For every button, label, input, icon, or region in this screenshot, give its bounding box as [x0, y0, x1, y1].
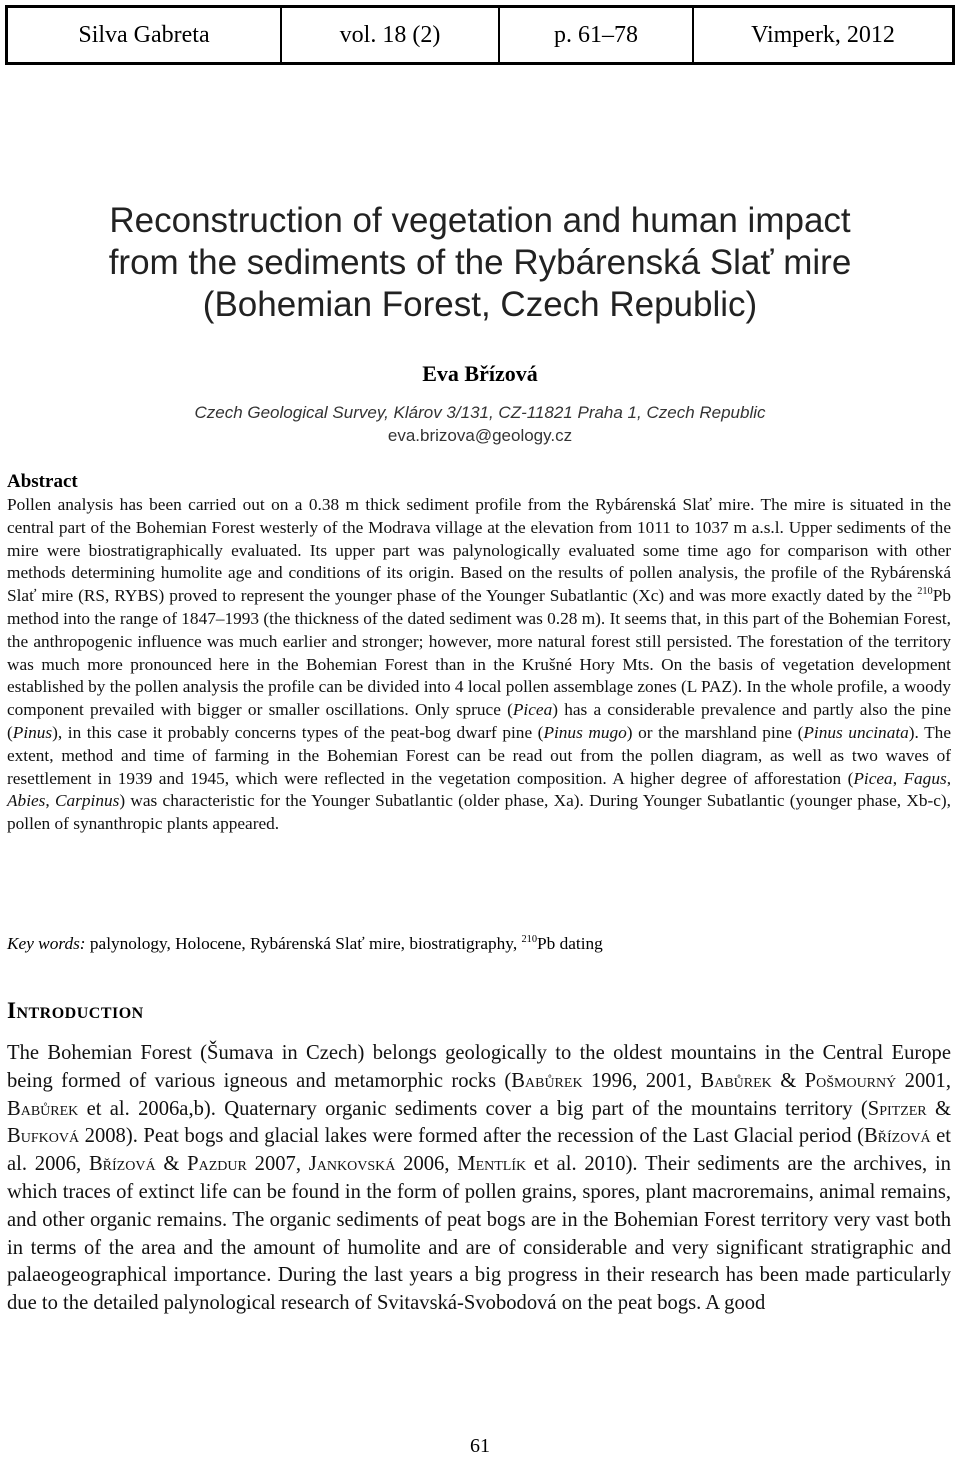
abstract-text	[7, 494, 951, 836]
citation-author: Břízová	[863, 1125, 931, 1148]
author-affiliation: Czech Geological Survey, Klárov 3/131, CZ-11821 Praha 1, Czech Republic	[194, 403, 766, 422]
journal-header	[5, 5, 955, 65]
superscript: 210	[917, 586, 933, 598]
journal-name: Silva Gabreta	[8, 8, 282, 62]
taxon-name: Picea	[512, 700, 553, 720]
journal-pages: p. 61–78	[500, 8, 694, 62]
abstract-heading: Abstract	[7, 471, 78, 492]
intro-part: 2007,	[246, 1153, 309, 1176]
taxon-name: Pinus mugo	[543, 722, 627, 742]
intro-part: 2001,	[896, 1069, 951, 1092]
taxon-name: Abies	[7, 791, 46, 811]
page-number: 61	[470, 1435, 490, 1457]
keywords-text: palynology, Holocene, Rybárenská Slať mire, biostratigraphy,	[85, 934, 522, 953]
taxon-name: Pinus uncinata	[803, 722, 909, 742]
superscript: 210	[521, 934, 538, 946]
paper-title	[40, 200, 920, 326]
intro-part: The Bohemian Forest (Šumava in Czech) belongs geologically to the oldest mountains in the Central Europe being formed of various igneous and metamorphic rocks (	[7, 1042, 951, 1092]
citation-author: Jankovská	[308, 1153, 396, 1176]
abstract-part: ). The extent, method and time of farming in the Bohemian Forest can be read out from the pollen diagram, as well as two waves of resettlement in 1939 and 1945, which were reflected in the vegetation composition. A higher degree of afforestation (	[7, 722, 951, 788]
author-email[interactable]: eva.brizova@geology.cz	[387, 426, 573, 445]
intro-part: et al. 2006a,b). Quaternary organic sediments cover a big part of the mountains territory (	[78, 1097, 868, 1120]
intro-part: &	[926, 1097, 951, 1120]
citation-author: Pazdur	[187, 1153, 247, 1176]
abstract-part: Pollen analysis has been carried out on a 0.38 m thick sediment profile from the Rybárenská Slať mire. The mire is situated in the central part of the Bohemian Forest westerly of the Modrava village at the elevation from 1011 to 1037 m a.s.l. Upper sediments of the mire were biostratigraphically evaluated. Its upper part was palynologically evaluated some time ago for comparison with other methods determining humolite age and conditions of its origin. Based on the results of pollen analysis, the profile of the Rybárenská Slať mire (RS, RYBS) proved to represent the younger phase of the Younger Subatlantic (Xc) and was more exactly dated by the	[7, 495, 951, 606]
intro-part: &	[155, 1153, 188, 1176]
taxon-name: Pinus	[12, 722, 53, 742]
abstract-part: ) has a considerable prevalence and partly also the pine (	[7, 700, 951, 742]
keywords-label: Key words:	[7, 934, 86, 953]
citation-author: Babůrek	[7, 1097, 79, 1120]
taxon-name: Fagus	[903, 768, 947, 788]
journal-place-year: Vimperk, 2012	[751, 21, 895, 48]
abstract-part: ) or the marshland pine (	[626, 722, 804, 742]
taxon-name: Picea	[853, 768, 893, 788]
citation-author: Mentlík	[457, 1153, 527, 1176]
citation-author: Babůrek	[511, 1069, 583, 1092]
abstract-part: ,	[892, 768, 904, 788]
abstract-part: ) was characteristic for the Younger Subatlantic (older phase, Xa). During Younger Subatlantic (younger phase, Xb-c), pollen of synanthropic plants appeared.	[7, 791, 952, 834]
citation-author: Spitzer	[867, 1097, 927, 1120]
keywords	[7, 932, 951, 956]
abstract-part: ), in this case it probably concerns types of the peat-bog dwarf pine (	[52, 722, 544, 742]
taxon-name: Carpinus	[55, 791, 120, 811]
citation-author: Břízová	[88, 1153, 156, 1176]
abstract-part: Pb method into the range of 1847–1993 (the thickness of the dated sediment was 0.28 m). It seems that, in this part of the Bohemian Forest, the anthropogenic influence was much earlier and stronger; however, more natural forest still persisted. The forestation of the territory was much more pronounced here in the Bohemian Forest than in the Krušné Hory Mts. On the basis of vegetation development established by the pollen analysis the profile can be divided into 4 local pollen assemblage zones (L PAZ). In the whole profile, a woody component prevailed with bigger or smaller oscillations. Only spruce (	[7, 586, 951, 720]
citation-author: Pošmourný	[804, 1069, 897, 1092]
journal-volume: vol. 18 (2)	[282, 8, 500, 62]
title-line-3: (Bohemian Forest, Czech Republic)	[202, 285, 758, 324]
citation-author: Bufková	[7, 1125, 80, 1148]
title-line-1: Reconstruction of vegetation and human impact	[109, 201, 851, 240]
author-name: Eva Břízová	[422, 361, 538, 386]
intro-part: 2008). Peat bogs and glacial lakes were formed after the recession of the Last Glacial period (	[79, 1125, 864, 1148]
intro-part: 1996, 2001,	[582, 1069, 701, 1092]
citation-author: Babůrek	[700, 1069, 772, 1092]
abstract-part: ,	[45, 791, 56, 811]
intro-part: et al. 2006,	[7, 1125, 951, 1176]
intro-part: &	[771, 1069, 805, 1092]
abstract-part: ,	[946, 768, 952, 788]
introduction-heading: Introduction	[7, 998, 144, 1023]
intro-part: et al. 2010). Their sediments are the archives, in which traces of extinct life can be found in the form of pollen grains, spores, plant macroremains, animal remains, and other organic remains. The organic sediments of peat bogs are in the Bohemian Forest territory very vast both in terms of the area and the amount of humolite and are of considerable and very significant stratigraphic and palaeogeographical importance. During the last years a big progress in their research has been made particularly due to the detailed palynological research of Svitavská-Svobodová on the peat bogs. A good	[7, 1153, 951, 1315]
introduction-text	[7, 1040, 951, 1318]
keywords-tail: Pb dating	[537, 934, 603, 953]
title-line-2: from the sediments of the Rybárenská Slať mire	[108, 243, 852, 282]
intro-part: 2006,	[395, 1153, 458, 1176]
